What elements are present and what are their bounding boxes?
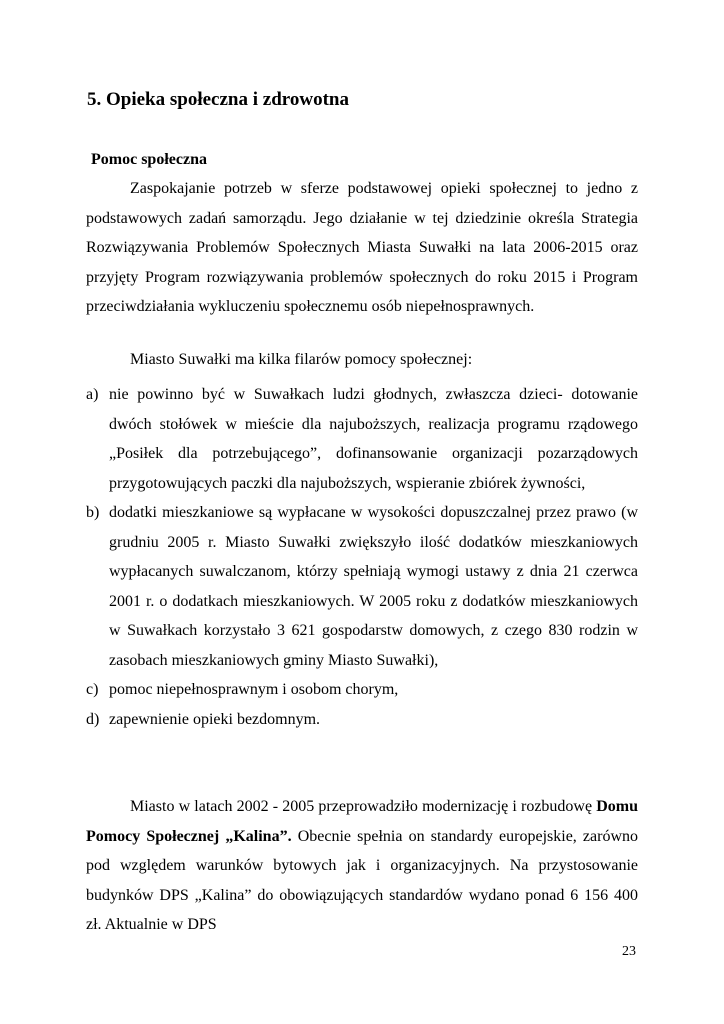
page-number: 23	[622, 944, 636, 959]
dps-paragraph	[86, 792, 638, 940]
list-marker: a)	[86, 386, 99, 403]
intro-paragraph: Zaspokajanie potrzeb w sferze podstawowej opieki społecznej to jedno z podstawowych zadań samorządu. Jego działanie w tej dziedzinie określa Strategia Rozwiązywania Problemów Społecznych Miasta Suwałki na lata 2006-2015 oraz przyjęty Program rozwiązywania problemów społecznych do roku 2015 i Program przeciwdziałania wykluczeniu społecznemu osób niepełnosprawnych.	[86, 180, 638, 315]
list-item	[86, 705, 638, 735]
list-marker: b)	[86, 504, 100, 521]
list-marker: c)	[86, 681, 99, 698]
list-item	[86, 675, 638, 705]
list-item-text: pomoc niepełnosprawnym i osobom chorym,	[109, 681, 399, 698]
list-item	[86, 498, 638, 675]
pillars-intro-paragraph: Miasto Suwałki ma kilka filarów pomocy społecznej:	[130, 351, 473, 368]
section-heading: 5. Opieka społeczna i zdrowotna	[87, 89, 349, 110]
dps-text-part2: Obecnie spełnia on standardy europejskie, zarówno pod względem warunków bytowych jak i organizacyjnych. Na przystosowanie budynków DPS „Kalina” do obowiązujących standardów wydano ponad 6 156 400 zł. Aktualnie w DPS	[86, 827, 639, 933]
dps-name-bold: Domu Pomocy Społecznej „Kalina”.	[86, 798, 638, 845]
list-item	[86, 380, 638, 498]
subsection-heading: Pomoc społeczna	[91, 151, 207, 168]
pillars-list	[86, 380, 638, 734]
list-item-text: dodatki mieszkaniowe są wypłacane w wysokości dopuszczalnej przez prawo (w grudniu 2005 r. Miasto Suwałki zwiększyło ilość dodatków mieszkaniowych wypłacanych suwalczanom, którzy spełniają wymogi ustawy z dnia 21 czerwca 2001 r. o dodatkach mieszkaniowych. W 2005 roku z dodatków mieszkaniowych w Suwałkach korzystało 3 621 gospodarstw domowych, z czego 830 rodzin w zasobach mieszkaniowych gminy Miasto Suwałki),	[109, 504, 638, 669]
list-marker: d)	[86, 710, 100, 728]
dps-text-part1: Miasto w latach 2002 - 2005 przeprowadziło modernizację i rozbudowę	[130, 798, 597, 815]
list-item-text: nie powinno być w Suwałkach ludzi głodnych, zwłaszcza dzieci- dotowanie dwóch stołówek w mieście dla najuboższych, realizacja programu rządowego „Posiłek dla potrzebującego”, dofinansowanie organizacji pozarządowych przygotowujących paczki dla najuboższych, wspieranie zbiórek żywności,	[109, 386, 638, 492]
list-item-text: zapewnienie opieki bezdomnym.	[109, 710, 321, 728]
